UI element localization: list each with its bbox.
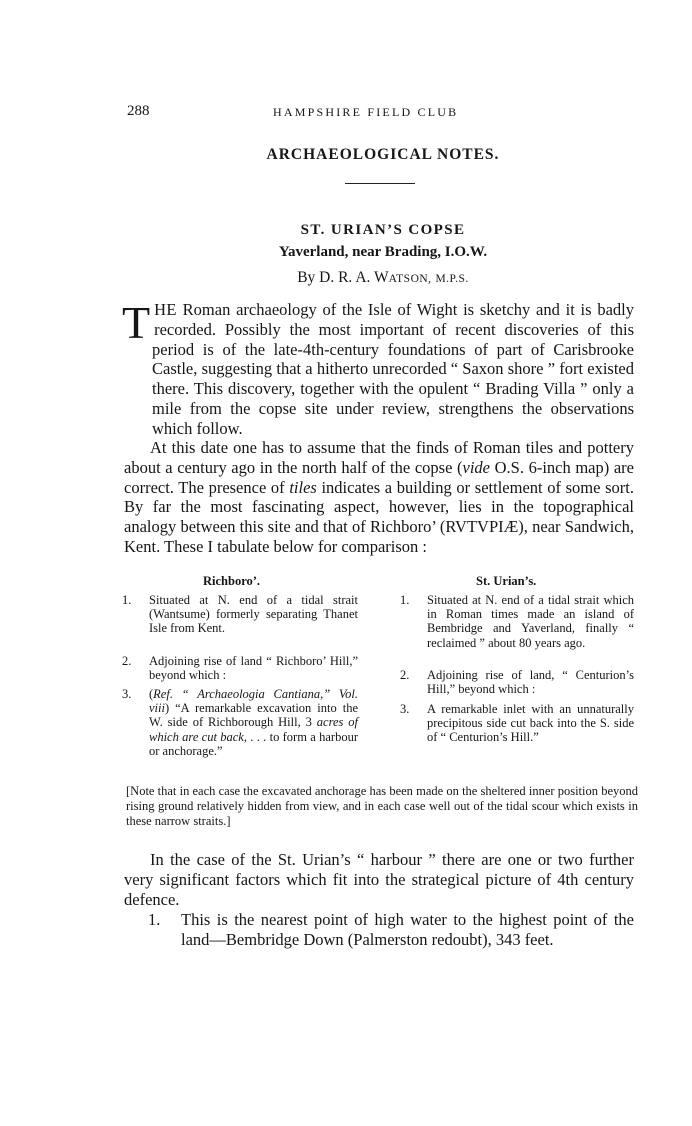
st-urians-item-1 [400,593,640,653]
item-number: 2. [122,654,132,668]
p2-text-c: indicates a building or settlement of some sort. By far the most fascinating aspect, however, lies in the topographical analogy between this site and that of Richboro’ (RVTVPIÆ), near Sandwich, Kent. These I tabulate below for comparison : [124,477,634,556]
byline [0,269,692,287]
p2-text-a: At this date one has to assume that the finds of Roman tiles and pottery about a century ago in the north half of the copse ( [124,438,634,477]
p2-tiles: tiles [289,477,317,497]
st-urians-item-3 [400,702,640,762]
richboro-item-1 [122,593,372,653]
item-text-a: ( [149,687,154,701]
section-title: ARCHAEOLOGICAL NOTES. [266,146,500,163]
point-number: 1. [148,910,161,929]
running-title: HAMPSHIRE FIELD CLUB [273,105,459,119]
richboro-item-3 [122,687,372,777]
article-title: ST. URIAN’S COPSE [300,222,466,238]
item-text [149,687,358,758]
item-emphasis: acres of which are cut back [149,715,358,744]
item-text-b: ) “A remarkable excavation into the W. side of Richborough Hill, 3 [149,701,358,730]
editorial-note: [Note that in each case the excavated anchorage has been made on the sheltered inner position beyond rising ground relatively hidden from view, and in each case well out of the tidal scour which exists in these narrow straits.] [126,784,638,828]
p2-vide: vide [462,457,490,477]
point-text: This is the nearest point of high water to the highest point of the land—Bembridge Down (Palmerston redoubt), 343 feet. [181,910,634,949]
item-number: 3. [400,702,410,716]
item-number: 3. [122,687,132,701]
intro-text: Roman archaeology of the Isle of Wight is sketchy and it is badly recorded. Possibly the most important of recent discoveries of this period is of the late-4th-century foundations of part of Carisbrooke Castle, suggesting that a hitherto unrecorded “ Saxon shore ” fort existed there. This discovery, together with the opulent “ Brading Villa ” only a mile from the copse site under review, strengthens the observations which follow. [152,300,634,438]
byline-name-rest: ATSON, [388,273,432,285]
item-number: 2. [400,668,410,682]
numbered-point-1 [148,910,634,950]
byline-credential: M.P.S. [435,273,469,285]
item-number: 1. [122,593,132,607]
item-text: Situated at N. end of a tidal strait (Wantsume) formerly separating Thanet Isle from Kent. [149,593,358,636]
item-text: Adjoining rise of land, “ Centurion’s Hill,” beyond which : [427,668,634,697]
page-number: 288 [127,103,150,119]
item-text: Adjoining rise of land “ Richboro’ Hill,” beyond which : [149,654,358,683]
item-text-c: , . . . to form a harbour or anchorage.” [149,729,358,758]
intro-first-word: HE [154,300,177,319]
paragraph-intro [122,297,634,439]
article-subtitle: Yaverland, near Brading, I.O.W. [278,244,488,260]
item-text: Situated at N. end of a tidal strait which in Roman times made an island of Bembridge and Yaverland, finally “ reclaimed ” about 80 years ago. [427,593,634,650]
drop-cap: T [122,297,151,348]
paragraph-comparison-intro [124,438,634,557]
p2-text-b: O.S. 6-inch map) are correct. The presence of [124,457,635,497]
st-urians-item-2 [400,668,640,698]
paragraph-harbour: In the case of the St. Urian’s “ harbour ” there are one or two further very significant factors which fit into the strategical picture of 4th century defence. [124,850,634,909]
item-text: A remarkable inlet with an unnaturally precipitous side cut back into the S. side of “ Centurion’s Hill.” [427,702,634,745]
item-reference: Ref. “ Archaeologia Cantiana,” Vol. viii [149,687,358,716]
byline-prefix: By D. R. A. W [297,269,389,286]
richboro-item-2 [122,654,372,684]
title-rule [345,183,415,184]
item-number: 1. [400,593,410,607]
richboro-column-title: Richboro’. [203,574,261,588]
st-urians-column-title: St. Urian’s. [476,574,537,588]
